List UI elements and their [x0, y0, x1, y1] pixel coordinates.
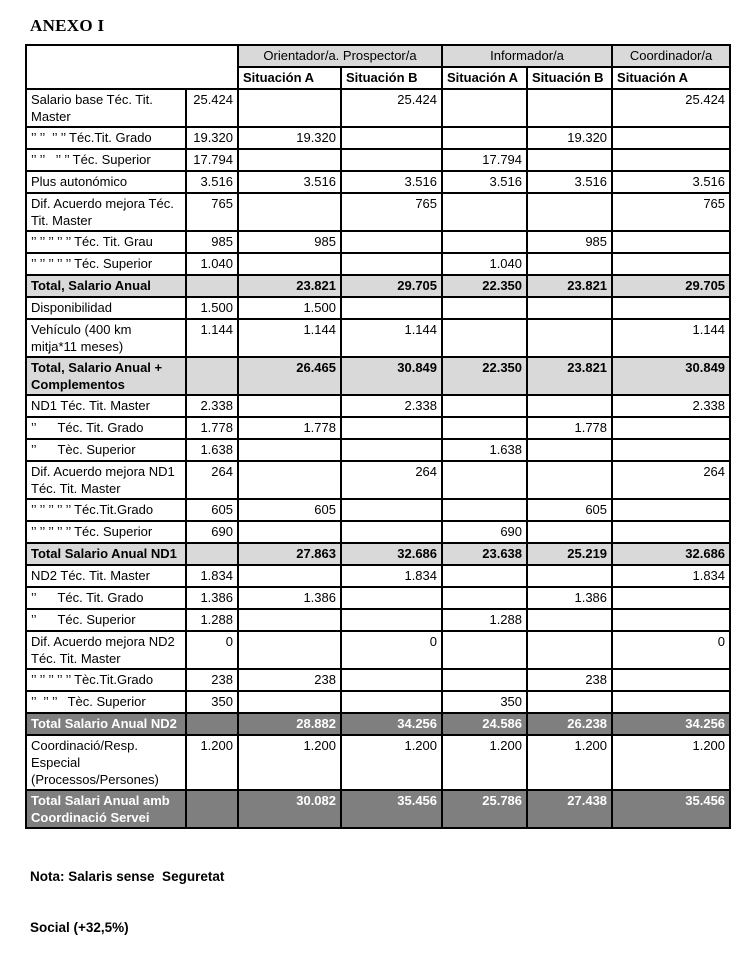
- table-row: [26, 461, 730, 499]
- value-cell: 1.200: [442, 735, 527, 790]
- value-cell: [527, 319, 612, 357]
- total-row: [26, 790, 730, 828]
- row-label: ’’ ’’ ’’ ’’ ’’ Téc. Tit. Grau: [26, 231, 186, 253]
- column-group-coordinador: Coordinador/a: [612, 45, 730, 67]
- table-row: [26, 499, 730, 521]
- salary-table: [25, 44, 731, 829]
- value-cell: [527, 193, 612, 231]
- value-cell: [442, 231, 527, 253]
- value-cell: 0: [186, 631, 238, 669]
- value-cell: 765: [341, 193, 442, 231]
- value-cell: 24.586: [442, 713, 527, 735]
- row-label: Total Salario Anual ND2: [26, 713, 186, 735]
- subheader-informador-situacion-a: Situación A: [442, 67, 527, 89]
- total-row: [26, 275, 730, 297]
- value-cell: 1.144: [238, 319, 341, 357]
- table-row: [26, 89, 730, 127]
- value-cell: 25.424: [341, 89, 442, 127]
- value-cell: 1.200: [527, 735, 612, 790]
- value-cell: 22.350: [442, 357, 527, 395]
- row-label: ’’ Téc. Superior: [26, 609, 186, 631]
- value-cell: 30.849: [612, 357, 730, 395]
- subheader-orientador-situacion-a: Situación A: [238, 67, 341, 89]
- value-cell: [612, 417, 730, 439]
- value-cell: [442, 297, 527, 319]
- value-cell: [238, 439, 341, 461]
- table-row: [26, 669, 730, 691]
- value-cell: [238, 461, 341, 499]
- value-cell: 1.638: [442, 439, 527, 461]
- row-label: ’’ ’’ ’’ Tèc. Superior: [26, 691, 186, 713]
- value-cell: 0: [341, 631, 442, 669]
- row-label: Disponibilidad: [26, 297, 186, 319]
- value-cell: [442, 89, 527, 127]
- value-cell: 985: [186, 231, 238, 253]
- column-group-informador: Informador/a: [442, 45, 612, 67]
- value-cell: 27.863: [238, 543, 341, 565]
- value-cell: [612, 253, 730, 275]
- value-cell: 350: [442, 691, 527, 713]
- value-cell: 1.500: [186, 297, 238, 319]
- value-cell: 1.200: [186, 735, 238, 790]
- table-row: [26, 587, 730, 609]
- value-cell: [442, 565, 527, 587]
- value-cell: 765: [612, 193, 730, 231]
- row-label: Salario base Téc. Tit. Master: [26, 89, 186, 127]
- value-cell: [238, 631, 341, 669]
- value-cell: 2.338: [341, 395, 442, 417]
- total-row: [26, 713, 730, 735]
- row-label: Total Salario Anual ND1: [26, 543, 186, 565]
- row-label: ’’ ’’ ’’ ’’ ’’ Tèc.Tit.Grado: [26, 669, 186, 691]
- value-cell: [442, 193, 527, 231]
- value-cell: [612, 499, 730, 521]
- table-row: [26, 297, 730, 319]
- value-cell: [527, 691, 612, 713]
- table-row: [26, 395, 730, 417]
- value-cell: 23.821: [238, 275, 341, 297]
- value-cell: 35.456: [341, 790, 442, 828]
- value-cell: [341, 417, 442, 439]
- row-label: ND1 Téc. Tit. Master: [26, 395, 186, 417]
- value-cell: [341, 231, 442, 253]
- value-cell: 30.849: [341, 357, 442, 395]
- value-cell: [442, 127, 527, 149]
- value-cell: [527, 89, 612, 127]
- value-cell: [527, 149, 612, 171]
- value-cell: 238: [527, 669, 612, 691]
- value-cell: [442, 395, 527, 417]
- value-cell: [527, 297, 612, 319]
- value-cell: [341, 127, 442, 149]
- value-cell: 26.465: [238, 357, 341, 395]
- table-row: [26, 609, 730, 631]
- row-label: ND2 Téc. Tit. Master: [26, 565, 186, 587]
- value-cell: 30.082: [238, 790, 341, 828]
- value-cell: [612, 521, 730, 543]
- value-cell: [238, 691, 341, 713]
- row-label: Coordinació/Resp. Especial (Processos/Persones): [26, 735, 186, 790]
- table-row: [26, 521, 730, 543]
- table-header: [26, 45, 730, 89]
- value-cell: 17.794: [442, 149, 527, 171]
- table-row: [26, 691, 730, 713]
- value-cell: [238, 89, 341, 127]
- value-cell: [238, 149, 341, 171]
- row-label: ’’ ’’ ’’ ’’ Téc. Superior: [26, 149, 186, 171]
- value-cell: 1.834: [612, 565, 730, 587]
- value-cell: [238, 565, 341, 587]
- value-cell: 1.200: [238, 735, 341, 790]
- value-cell: 1.288: [186, 609, 238, 631]
- row-label: Vehículo (400 km mitja*11 meses): [26, 319, 186, 357]
- value-cell: [612, 297, 730, 319]
- row-label: ’’ ’’ ’’ ’’ ’’ Téc. Superior: [26, 253, 186, 275]
- value-cell: [527, 631, 612, 669]
- value-cell: 22.350: [442, 275, 527, 297]
- value-cell: 264: [341, 461, 442, 499]
- value-cell: 1.040: [442, 253, 527, 275]
- value-cell: 2.338: [612, 395, 730, 417]
- value-cell: 23.821: [527, 275, 612, 297]
- value-cell: [442, 669, 527, 691]
- table-row: [26, 735, 730, 790]
- subheader-informador-situacion-b: Situación B: [527, 67, 612, 89]
- row-label: ’’ ’’ ’’ ’’ ’’ Téc.Tit.Grado: [26, 499, 186, 521]
- value-cell: [612, 609, 730, 631]
- footer-note-line-1: Nota: Salaris sense Seguretat: [30, 869, 225, 884]
- value-cell: 29.705: [341, 275, 442, 297]
- value-cell: [186, 790, 238, 828]
- value-cell: [527, 609, 612, 631]
- value-cell: [238, 609, 341, 631]
- value-cell: 25.424: [612, 89, 730, 127]
- value-cell: [442, 499, 527, 521]
- value-cell: 1.500: [238, 297, 341, 319]
- value-cell: 264: [612, 461, 730, 499]
- table-row: [26, 417, 730, 439]
- value-cell: [527, 253, 612, 275]
- column-group-orientador-prospector: Orientador/a. Prospector/a: [238, 45, 442, 67]
- value-cell: 1.040: [186, 253, 238, 275]
- footer-note: [30, 834, 733, 970]
- value-cell: [238, 521, 341, 543]
- value-cell: 3.516: [186, 171, 238, 193]
- value-cell: [527, 461, 612, 499]
- value-cell: [612, 439, 730, 461]
- value-cell: 1.778: [186, 417, 238, 439]
- value-cell: [341, 691, 442, 713]
- value-cell: 765: [186, 193, 238, 231]
- value-cell: [612, 669, 730, 691]
- value-cell: [341, 149, 442, 171]
- value-cell: 1.200: [612, 735, 730, 790]
- value-cell: [341, 521, 442, 543]
- table-row: [26, 631, 730, 669]
- value-cell: 19.320: [238, 127, 341, 149]
- value-cell: 28.882: [238, 713, 341, 735]
- value-cell: 2.338: [186, 395, 238, 417]
- value-cell: 35.456: [612, 790, 730, 828]
- row-label: ’’ Téc. Tit. Grado: [26, 417, 186, 439]
- value-cell: 985: [527, 231, 612, 253]
- value-cell: 19.320: [527, 127, 612, 149]
- value-cell: 1.144: [186, 319, 238, 357]
- value-cell: 32.686: [612, 543, 730, 565]
- value-cell: 3.516: [238, 171, 341, 193]
- value-cell: [341, 499, 442, 521]
- value-cell: 23.821: [527, 357, 612, 395]
- value-cell: [341, 587, 442, 609]
- value-cell: 1.144: [612, 319, 730, 357]
- value-cell: [612, 231, 730, 253]
- value-cell: 1.778: [527, 417, 612, 439]
- group-header-row: [26, 45, 730, 67]
- value-cell: [612, 691, 730, 713]
- table-row: [26, 253, 730, 275]
- value-cell: [186, 713, 238, 735]
- value-cell: [612, 149, 730, 171]
- value-cell: [238, 253, 341, 275]
- value-cell: 1.386: [186, 587, 238, 609]
- value-cell: 34.256: [341, 713, 442, 735]
- row-label: Dif. Acuerdo mejora ND2 Téc. Tit. Master: [26, 631, 186, 669]
- value-cell: 27.438: [527, 790, 612, 828]
- value-cell: 23.638: [442, 543, 527, 565]
- value-cell: 0: [612, 631, 730, 669]
- value-cell: [527, 565, 612, 587]
- value-cell: 25.219: [527, 543, 612, 565]
- value-cell: [612, 127, 730, 149]
- value-cell: 17.794: [186, 149, 238, 171]
- value-cell: 1.386: [527, 587, 612, 609]
- value-cell: 238: [238, 669, 341, 691]
- value-cell: 1.638: [186, 439, 238, 461]
- total-row: [26, 543, 730, 565]
- value-cell: [527, 439, 612, 461]
- value-cell: 605: [238, 499, 341, 521]
- row-label: ’’ ’’ ’’ ’’ Téc.Tit. Grado: [26, 127, 186, 149]
- value-cell: 350: [186, 691, 238, 713]
- value-cell: [612, 587, 730, 609]
- row-label: Plus autonómico: [26, 171, 186, 193]
- value-cell: [238, 193, 341, 231]
- value-cell: [341, 297, 442, 319]
- total-row: [26, 357, 730, 395]
- value-cell: [186, 357, 238, 395]
- value-cell: [442, 587, 527, 609]
- value-cell: 1.834: [341, 565, 442, 587]
- value-cell: 25.424: [186, 89, 238, 127]
- row-label: Total Salari Anual amb Coordinació Servei: [26, 790, 186, 828]
- value-cell: [527, 395, 612, 417]
- value-cell: [442, 461, 527, 499]
- value-cell: 264: [186, 461, 238, 499]
- table-row: [26, 171, 730, 193]
- value-cell: 1.386: [238, 587, 341, 609]
- table-row: [26, 439, 730, 461]
- value-cell: 32.686: [341, 543, 442, 565]
- value-cell: [341, 609, 442, 631]
- value-cell: 605: [186, 499, 238, 521]
- value-cell: 690: [186, 521, 238, 543]
- row-label: Dif. Acuerdo mejora Téc. Tit. Master: [26, 193, 186, 231]
- value-cell: 985: [238, 231, 341, 253]
- value-cell: 1.834: [186, 565, 238, 587]
- value-cell: 605: [527, 499, 612, 521]
- value-cell: 238: [186, 669, 238, 691]
- value-cell: 3.516: [527, 171, 612, 193]
- value-cell: 1.144: [341, 319, 442, 357]
- value-cell: 29.705: [612, 275, 730, 297]
- row-label: Dif. Acuerdo mejora ND1 Téc. Tit. Master: [26, 461, 186, 499]
- value-cell: [186, 275, 238, 297]
- table-body: [26, 89, 730, 828]
- value-cell: 26.238: [527, 713, 612, 735]
- value-cell: [442, 319, 527, 357]
- row-label: Total, Salario Anual + Complementos: [26, 357, 186, 395]
- value-cell: 690: [442, 521, 527, 543]
- subheader-coordinador-situacion-a: Situación A: [612, 67, 730, 89]
- value-cell: [341, 669, 442, 691]
- value-cell: 3.516: [612, 171, 730, 193]
- value-cell: [341, 439, 442, 461]
- header-corner-spacer: [26, 45, 238, 89]
- table-row: [26, 127, 730, 149]
- value-cell: 1.288: [442, 609, 527, 631]
- row-label: ’’ ’’ ’’ ’’ ’’ Téc. Superior: [26, 521, 186, 543]
- value-cell: [186, 543, 238, 565]
- row-label: ’’ Téc. Tit. Grado: [26, 587, 186, 609]
- row-label: Total, Salario Anual: [26, 275, 186, 297]
- table-row: [26, 149, 730, 171]
- subheader-orientador-situacion-b: Situación B: [341, 67, 442, 89]
- value-cell: [442, 631, 527, 669]
- footer-note-line-2: Social (+32,5%): [30, 920, 129, 935]
- value-cell: 34.256: [612, 713, 730, 735]
- value-cell: 25.786: [442, 790, 527, 828]
- value-cell: [442, 417, 527, 439]
- value-cell: 3.516: [341, 171, 442, 193]
- value-cell: [238, 395, 341, 417]
- table-row: [26, 193, 730, 231]
- table-row: [26, 319, 730, 357]
- value-cell: [341, 253, 442, 275]
- value-cell: 3.516: [442, 171, 527, 193]
- table-row: [26, 565, 730, 587]
- table-row: [26, 231, 730, 253]
- page-title: ANEXO I: [30, 16, 105, 35]
- value-cell: 1.200: [341, 735, 442, 790]
- value-cell: [527, 521, 612, 543]
- value-cell: 1.778: [238, 417, 341, 439]
- row-label: ’’ Tèc. Superior: [26, 439, 186, 461]
- value-cell: 19.320: [186, 127, 238, 149]
